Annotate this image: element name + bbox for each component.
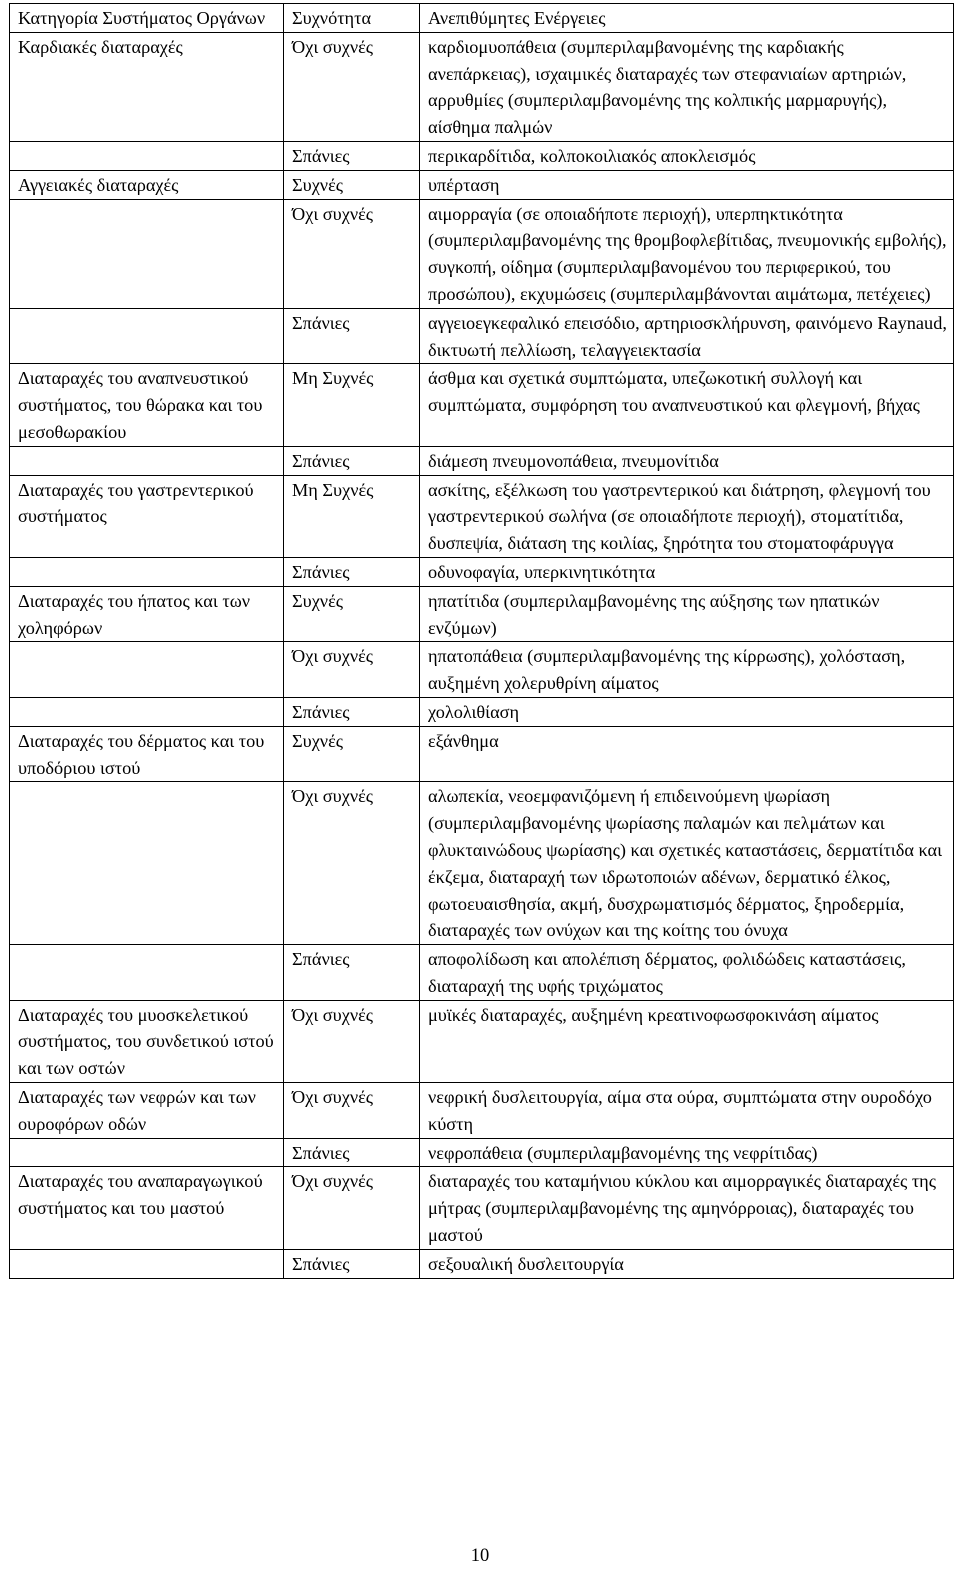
header-frequency: Συχνότητα: [284, 4, 420, 33]
table-row: [10, 1000, 954, 1082]
adverse-effects-cell: αιμορραγία (σε οποιαδήποτε περιοχή), υπερπηκτικότητα (συμπεριλαμβανομένης της θρομβοφλεβίτιδας, πνευμονικής εμβολής), συγκοπή, οίδημα (συμπεριλαμβανομένου του περιφερικού, του προσώπου), εκχυμώσεις (συμπεριλαμβάνονται αιμάτωμα, πετέχειες): [420, 199, 954, 308]
frequency-cell: Σπάνιες: [284, 1138, 420, 1167]
table-row: [10, 199, 954, 308]
frequency-cell: Μη Συχνές: [284, 475, 420, 557]
table-row: [10, 32, 954, 141]
category-cell: Διαταραχές του αναπαραγωγικού συστήματος και του μαστού: [10, 1167, 284, 1249]
table-row: [10, 586, 954, 642]
table-row: [10, 945, 954, 1001]
adverse-effects-cell: διαταραχές του καταμήνιου κύκλου και αιμορραγικές διαταραχές της μήτρας (συμπεριλαμβανομένης της αμηνόρροιας), διαταραχές του μαστού: [420, 1167, 954, 1249]
table-row: [10, 446, 954, 475]
category-cell: [10, 697, 284, 726]
category-cell: Διαταραχές του αναπνευστικού συστήματος, του θώρακα και του μεσοθωρακίου: [10, 364, 284, 446]
category-cell: [10, 199, 284, 308]
frequency-cell: Σπάνιες: [284, 141, 420, 170]
adverse-effects-cell: άσθμα και σχετικά συμπτώματα, υπεζωκοτική συλλογή και συμπτώματα, συμφόρηση του αναπνευστικού και φλεγμονή, βήχας: [420, 364, 954, 446]
frequency-cell: Σπάνιες: [284, 1249, 420, 1278]
adverse-effects-cell: ηπατίτιδα (συμπεριλαμβανομένης της αύξησης των ηπατικών ενζύμων): [420, 586, 954, 642]
adverse-effects-cell: χολολιθίαση: [420, 697, 954, 726]
adverse-effects-cell: αγγειοεγκεφαλικό επεισόδιο, αρτηριοσκλήρυνση, φαινόμενο Raynaud, δικτυωτή πελλίωση, τελαγγειεκτασία: [420, 308, 954, 364]
category-cell: [10, 642, 284, 698]
table-row: [10, 557, 954, 586]
frequency-cell: Συχνές: [284, 170, 420, 199]
header-category: Κατηγορία Συστήματος Οργάνων: [10, 4, 284, 33]
category-cell: Διαταραχές του δέρματος και του υποδόριου ιστού: [10, 726, 284, 782]
frequency-cell: Σπάνιες: [284, 697, 420, 726]
adverse-effects-cell: εξάνθημα: [420, 726, 954, 782]
category-cell: [10, 782, 284, 945]
adverse-effects-cell: αλωπεκία, νεοεμφανιζόμενη ή επιδεινούμενη ψωρίαση (συμπεριλαμβανομένης ψωρίασης παλαμών και πελμάτων και φλυκταινώδους ψωρίασης) και σχετικές καταστάσεις, δερματίτιδα και έκζεμα, διαταραχή των ιδρωτοποιών αδένων, δερματικό έλκος, φωτοευαισθησία, ακμή, δυσχρωματισμός δέρματος, ξηροδερμία, διαταραχές των ονύχων και της κοίτης του όνυχα: [420, 782, 954, 945]
frequency-cell: Σπάνιες: [284, 945, 420, 1001]
table-row: [10, 697, 954, 726]
table-row: [10, 170, 954, 199]
adverse-effects-cell: υπέρταση: [420, 170, 954, 199]
frequency-cell: Όχι συχνές: [284, 32, 420, 141]
adverse-effects-cell: ηπατοπάθεια (συμπεριλαμβανομένης της κίρρωσης), χολόσταση, αυξημένη χολερυθρίνη αίματος: [420, 642, 954, 698]
category-cell: Διαταραχές του ήπατος και των χοληφόρων: [10, 586, 284, 642]
table-row: [10, 1167, 954, 1249]
frequency-cell: Σπάνιες: [284, 308, 420, 364]
adverse-effects-cell: αποφολίδωση και απολέπιση δέρματος, φολιδώδεις καταστάσεις, διαταραχή της υφής τριχώματος: [420, 945, 954, 1001]
category-cell: [10, 308, 284, 364]
adverse-effects-cell: διάμεση πνευμονοπάθεια, πνευμονίτιδα: [420, 446, 954, 475]
header-adverse-effects: Ανεπιθύμητες Ενέργειες: [420, 4, 954, 33]
adverse-effects-cell: νεφροπάθεια (συμπεριλαμβανομένης της νεφρίτιδας): [420, 1138, 954, 1167]
category-cell: [10, 945, 284, 1001]
category-cell: [10, 1249, 284, 1278]
category-cell: [10, 1138, 284, 1167]
table-row: [10, 475, 954, 557]
category-cell: [10, 557, 284, 586]
frequency-cell: Συχνές: [284, 726, 420, 782]
category-cell: Διαταραχές του γαστρεντερικού συστήματος: [10, 475, 284, 557]
frequency-cell: Όχι συχνές: [284, 642, 420, 698]
table-row: [10, 141, 954, 170]
table-row: [10, 782, 954, 945]
adverse-effects-cell: οδυνοφαγία, υπερκινητικότητα: [420, 557, 954, 586]
frequency-cell: Όχι συχνές: [284, 782, 420, 945]
table-row: [10, 726, 954, 782]
table-row: [10, 1138, 954, 1167]
category-cell: Αγγειακές διαταραχές: [10, 170, 284, 199]
page-number: 10: [470, 1546, 490, 1566]
category-cell: [10, 141, 284, 170]
adverse-effects-cell: σεξουαλική δυσλειτουργία: [420, 1249, 954, 1278]
adverse-effects-cell: νεφρική δυσλειτουργία, αίμα στα ούρα, συμπτώματα στην ουροδόχο κύστη: [420, 1083, 954, 1139]
table-row: [10, 1083, 954, 1139]
document-page: [9, 3, 953, 1279]
table-row: [10, 642, 954, 698]
table-row: [10, 364, 954, 446]
adverse-reactions-table: [9, 3, 954, 1279]
frequency-cell: Συχνές: [284, 586, 420, 642]
category-cell: Διαταραχές του μυοσκελετικού συστήματος, του συνδετικού ιστού και των οστών: [10, 1000, 284, 1082]
adverse-effects-cell: μυϊκές διαταραχές, αυξημένη κρεατινοφωσφοκινάση αίματος: [420, 1000, 954, 1082]
adverse-effects-cell: ασκίτης, εξέλκωση του γαστρεντερικού και διάτρηση, φλεγμονή του γαστρεντερικού σωλήνα (σε οποιαδήποτε περιοχή), στοματίτιδα, δυσπεψία, διάταση της κοιλίας, ξηρότητα του στοματοφάρυγγα: [420, 475, 954, 557]
frequency-cell: Σπάνιες: [284, 446, 420, 475]
category-cell: [10, 446, 284, 475]
frequency-cell: Όχι συχνές: [284, 199, 420, 308]
frequency-cell: Όχι συχνές: [284, 1000, 420, 1082]
table-row: [10, 1249, 954, 1278]
adverse-effects-cell: περικαρδίτιδα, κολποκοιλιακός αποκλεισμός: [420, 141, 954, 170]
frequency-cell: Όχι συχνές: [284, 1083, 420, 1139]
category-cell: Καρδιακές διαταραχές: [10, 32, 284, 141]
category-cell: Διαταραχές των νεφρών και των ουροφόρων οδών: [10, 1083, 284, 1139]
table-header-row: [10, 4, 954, 33]
frequency-cell: Μη Συχνές: [284, 364, 420, 446]
table-row: [10, 308, 954, 364]
frequency-cell: Όχι συχνές: [284, 1167, 420, 1249]
frequency-cell: Σπάνιες: [284, 557, 420, 586]
adverse-effects-cell: καρδιομυοπάθεια (συμπεριλαμβανομένης της καρδιακής ανεπάρκειας), ισχαιμικές διαταραχές των στεφανιαίων αρτηριών, αρρυθμίες (συμπεριλαμβανομένης της κολπικής μαρμαρυγής), αίσθημα παλμών: [420, 32, 954, 141]
